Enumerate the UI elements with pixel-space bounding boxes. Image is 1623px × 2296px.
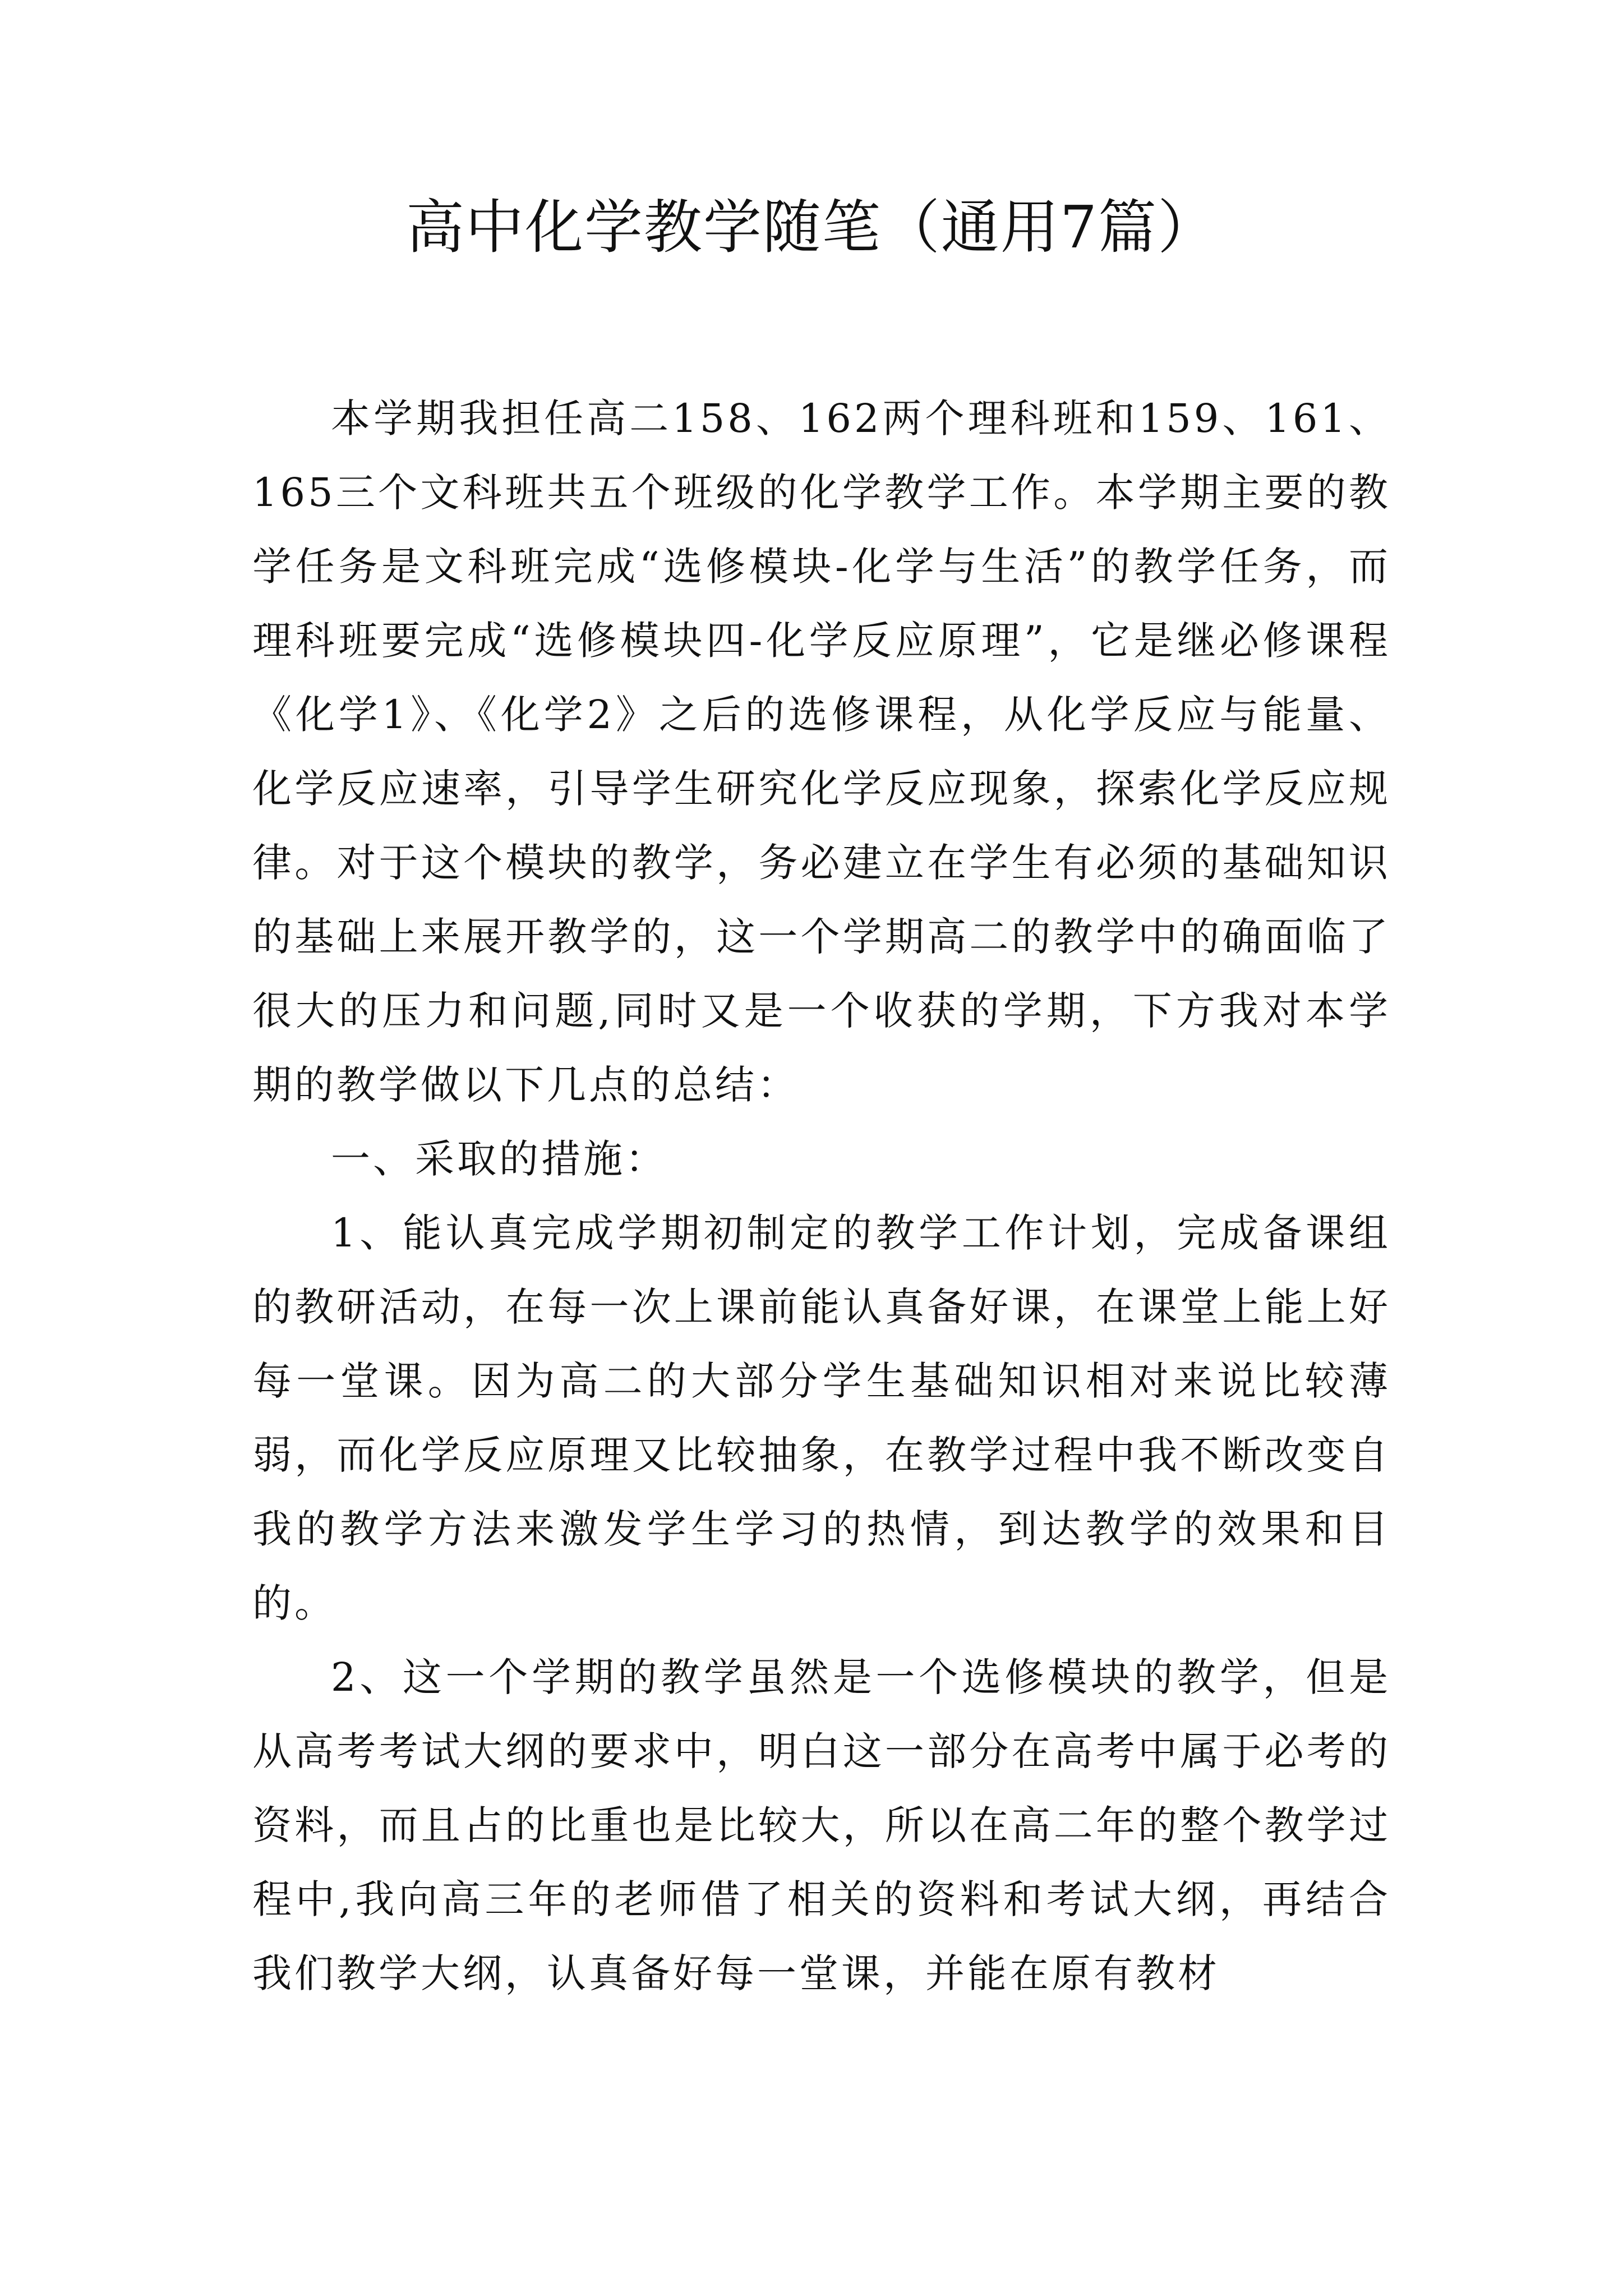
document-body [252, 381, 1391, 2010]
paragraph-intro: 本学期我担任高二158、162两个理科班和159、161、165三个文科班共五个班级的化学教学工作。本学期主要的教学任务是文科班完成“选修模块-化学与生活”的教学任务，而理科班要完成“选修模块四-化学反应原理”，它是继必修课程《化学1》、《化学2》之后的选修课程，从化学反应与能量、化学反应速率，引导学生研究化学反应现象，探索化学反应规律。对于这个模块的教学，务必建立在学生有必须的基础知识的基础上来展开教学的，这一个学期高二的教学中的确面临了很大的压力和问题,同时又是一个收获的学期，下方我对本学期的教学做以下几点的总结： [252, 395, 1391, 1108]
paragraph-heading-measures: 一、采取的措施： [331, 1136, 667, 1182]
paragraph-item-1: 1、能认真完成学期初制定的教学工作计划，完成备课组的教研活动，在每一次上课前能认真备好课，在课堂上能上好每一堂课。因为高二的大部分学生基础知识相对来说比较薄弱，而化学反应原理又比较抽象，在教学过程中我不断改变自我的教学方法来激发学生学习的热情，到达教学的效果和目的。 [252, 1210, 1391, 1626]
paragraph-item-2: 2、这一个学期的教学虽然是一个选修模块的教学，但是从高考考试大纲的要求中，明白这一部分在高考中属于必考的资料，而且占的比重也是比较大，所以在高二年的整个教学过程中,我向高三年的老师借了相关的资料和考试大纲，再结合我们教学大纲，认真备好每一堂课，并能在原有教材 [252, 1654, 1391, 1996]
document-title: 高中化学教学随笔（通用7篇） [405, 193, 1218, 261]
